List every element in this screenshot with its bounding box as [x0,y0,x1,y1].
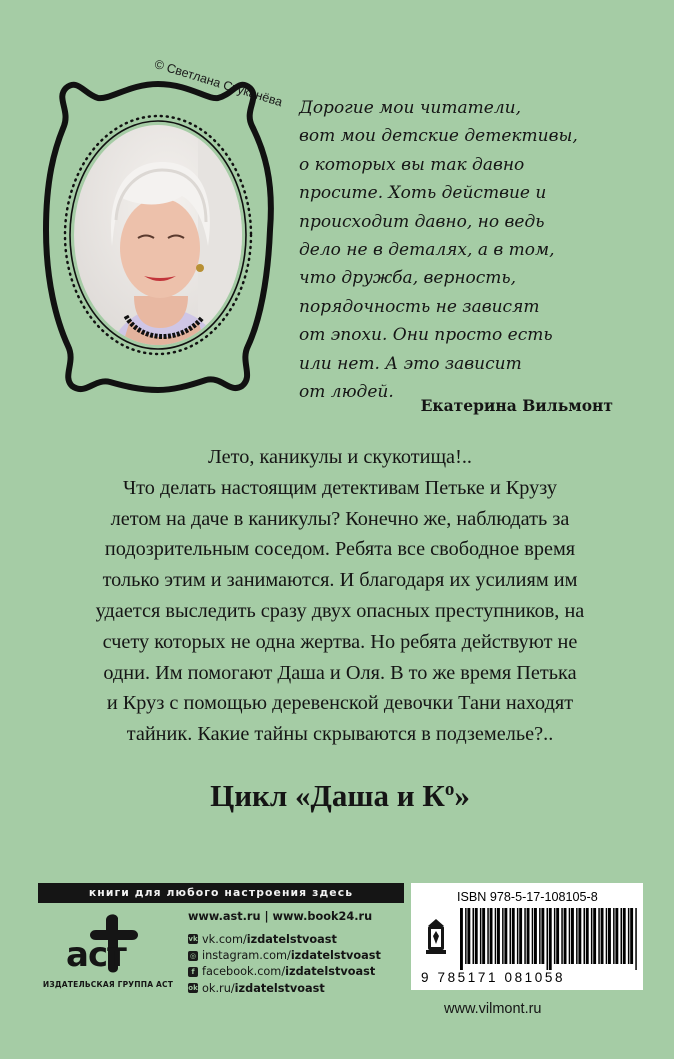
annotation-line: Лето, каникулы и скукотища!.. [208,446,472,468]
annotation-line: только этим и занимаются. И благодаря их усилиям им [102,569,578,592]
barcode-bar [527,908,530,964]
annotation-line: подозрительным соседом. Ребята все свободное время [104,538,576,561]
barcode-bar [465,908,467,964]
barcode-bar [512,908,515,964]
barcode-bar [584,908,586,964]
barcode-bar [534,908,537,964]
barcode-bar [593,908,596,964]
quote-line: вот мои детские детективы, [299,126,578,147]
barcode-bar [482,908,485,964]
author-website[interactable]: www.vilmont.ru [444,1001,542,1017]
quote-line: о которых вы так давно [299,154,525,175]
series-title-closing: » [454,778,470,813]
barcode-bar [564,908,567,964]
barcode-bars [460,908,638,970]
quote-line: от эпохи. Они просто есть [299,325,553,346]
barcode-bar [569,908,571,964]
barcode-bar [628,908,630,964]
lantern-icon [424,918,448,958]
ast-logo-text: аст [66,935,126,975]
quote-line: Дорогие мои читатели, [299,98,521,118]
barcode-bar [532,908,534,964]
photo-credit: © Светлана Стуканёва [152,57,285,110]
barcode-bar [517,908,519,964]
barcode-bar [601,908,604,964]
annotation-line: летом на даче в каникулы? Конечно же, наблюдать за [110,507,570,530]
quote-line: что дружба, верность, [299,268,517,289]
barcode-bar [480,908,482,964]
quote-line: или нет. А это зависит [299,353,522,374]
barcode-bar [524,908,526,964]
publisher-tagline: книги для любого настроения здесь [38,883,404,903]
annotation-line: Что делать настоящим детективам Петьке и Крузу [122,476,558,499]
barcode-bar [561,908,563,964]
social-handle: izdatelstvoast [285,965,376,979]
barcode-bar [547,908,549,970]
annotation-line: удается выследить сразу двух опасных преступников, на [95,599,585,622]
barcode-bar [539,908,541,964]
social-prefix: ok.ru/ [202,981,235,995]
isbn: ISBN 978-5-17-108105-8 [457,890,598,904]
publisher-websites[interactable]: www.ast.ru | www.book24.ru [188,910,373,923]
barcode-bar [549,908,552,970]
annotation-line: одни. Им помогают Даша и Оля. В то же время Петька [103,661,577,684]
social-prefix: instagram.com/ [202,949,291,963]
annotation-line: счету которых не одна жертва. Но ребята действуют не [102,630,578,653]
annotation-line: тайник. Какие тайны скрываются в подземелье?.. [126,723,554,746]
barcode-bar [519,908,522,964]
barcode-bar [556,908,559,964]
instagram-icon: ◎ [189,951,197,960]
barcode-bar [541,908,544,964]
facebook-icon: f [188,967,198,977]
series-title-superscript: о [444,779,455,800]
barcode-bar [623,908,626,964]
quote-line: порядочность не зависят [299,296,540,317]
social-link-ok[interactable] [188,980,381,996]
barcode-bar [578,908,581,964]
barcode-bar [571,908,574,964]
series-title-text: Цикл «Даша и К [210,778,445,813]
barcode-bar [487,908,489,964]
barcode-bar [460,908,463,970]
quote-line: дело не в деталях, а в том, [299,240,555,261]
barcode-bar [510,908,512,964]
barcode-bar [613,908,615,964]
barcode-bar [576,908,578,964]
barcode-bar [473,908,475,964]
ast-logo [52,910,162,978]
barcode-bar [497,908,500,964]
social-handle: izdatelstvoast [290,949,381,963]
social-link-facebook[interactable] [188,964,381,980]
social-link-vk[interactable] [188,931,381,947]
barcode-bar [606,908,608,964]
barcode-bar [598,908,600,964]
social-prefix: vk.com/ [202,932,247,946]
quote-line: происходит давно, но ведь [299,211,545,232]
quote-line: просите. Хоть действие и [299,183,547,204]
author-portrait [38,70,278,400]
barcode-bar [467,908,470,964]
social-handle: izdatelstvoast [246,932,337,946]
barcode-bar [586,908,589,964]
barcode-bar [635,908,637,970]
book-annotation [40,442,640,750]
social-handle: izdatelstvoast [234,981,325,995]
barcode-bar [502,908,504,964]
annotation-line: и Круз с помощью деревенской девочки Тани находят [106,692,574,715]
barcode-bar [490,908,493,964]
barcode-bar [615,908,618,964]
barcode-bar [621,908,623,964]
vk-icon: vk [188,935,198,944]
quote-line: от людей. [299,382,394,403]
barcode-bar [630,908,633,964]
ok-icon: ok [188,984,198,993]
barcode-bar [591,908,593,964]
author-quote [299,94,629,406]
social-prefix: facebook.com/ [202,965,286,979]
social-links [188,931,381,997]
social-link-instagram[interactable] [188,947,381,963]
publisher-name: ИЗДАТЕЛЬСКАЯ ГРУППА АСТ [42,980,174,989]
barcode-digits: 9 785171 081058 [421,970,566,985]
barcode-bar [495,908,497,964]
barcode-bar [475,908,478,964]
series-title [40,778,640,814]
quote-author: Екатерина Вильмонт [420,396,613,415]
barcode-bar [504,908,507,964]
barcode-bar [554,908,556,964]
barcode-bar [608,908,611,964]
